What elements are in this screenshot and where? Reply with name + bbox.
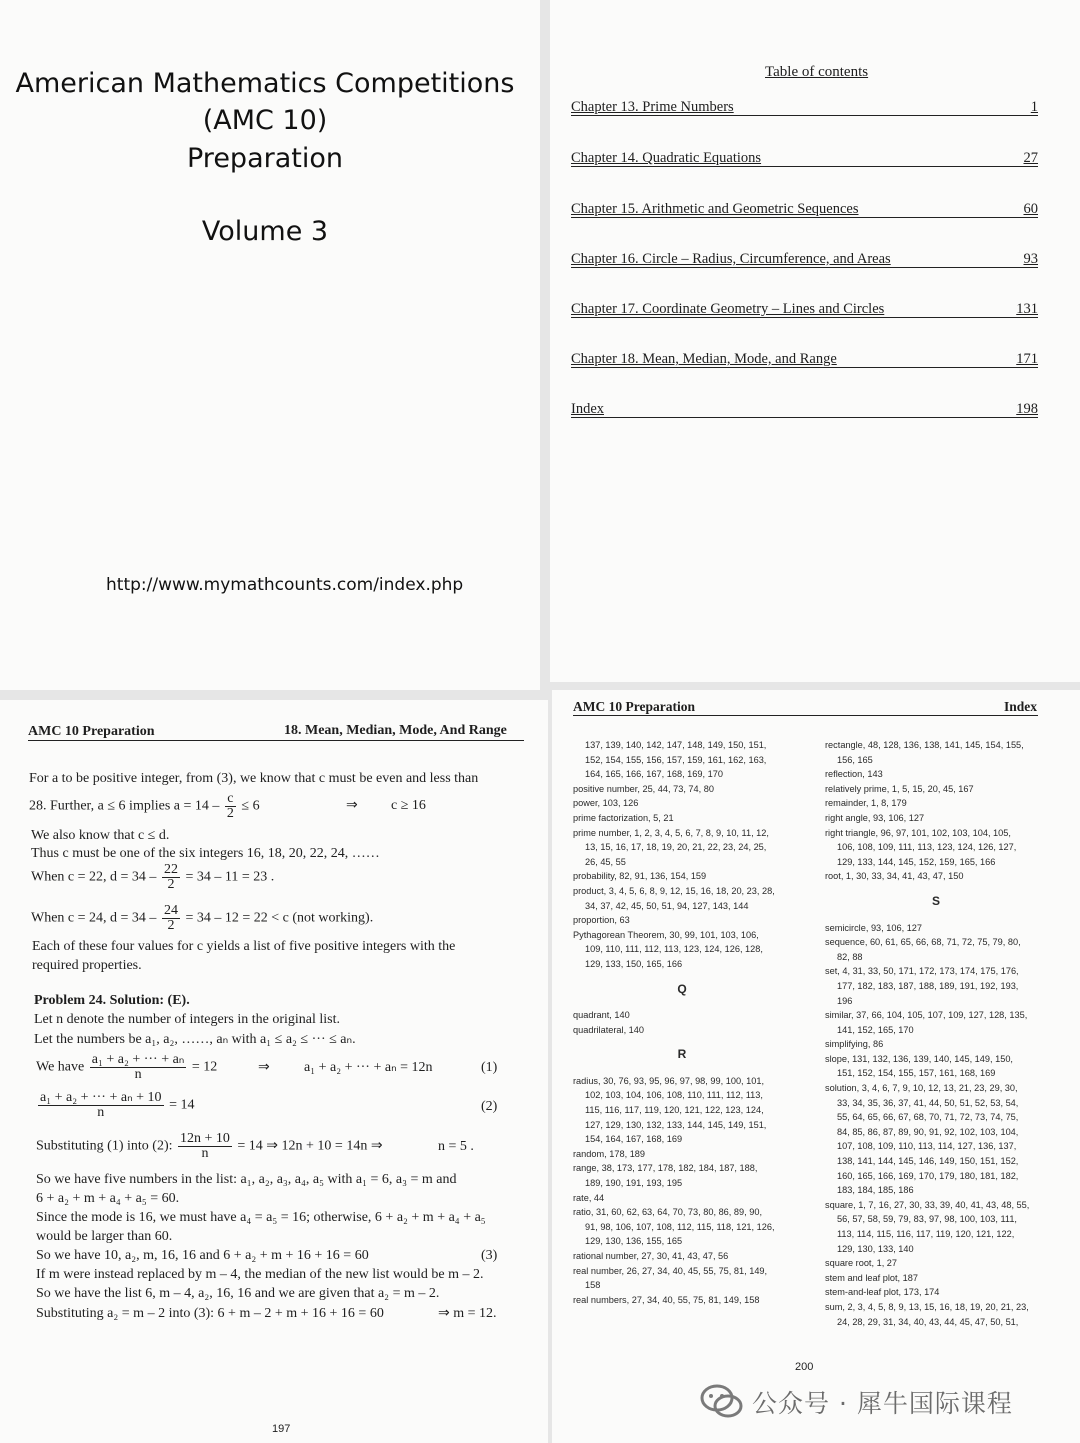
text-segment: = 34 – 11 = 23 . — [185, 869, 275, 885]
page-header-left: AMC 10 Preparation — [573, 699, 695, 714]
index-entry: prime factorization, 5, 21 — [573, 812, 674, 823]
text-line: Each of these four values for c yields a list of five positive integers with the — [32, 939, 456, 954]
text-segment: = 12 — [191, 1059, 218, 1075]
index-entry: 56, 57, 58, 59, 79, 83, 97, 98, 100, 103, 111, — [837, 1214, 1017, 1225]
index-entry: 129, 130, 136, 155, 165 — [585, 1236, 683, 1247]
index-entry: 109, 110, 111, 112, 113, 123, 124, 126, 128, — [585, 944, 763, 955]
index-entry: real number, 26, 27, 34, 40, 45, 55, 75, 81, 149, — [573, 1265, 768, 1276]
watermark — [700, 1380, 1060, 1424]
toc-entry-page: 131 — [1016, 301, 1038, 317]
numerator: a₁ + a₂ + ··· + aₙ — [91, 1052, 185, 1067]
index-entry: square root, 1, 27 — [825, 1258, 898, 1269]
text-segment: a₁ + a₂ + ··· + aₙ = 12n — [304, 1060, 433, 1075]
index-entry: 183, 184, 185, 186 — [837, 1185, 914, 1196]
index-entry: 106, 108, 109, 111, 113, 123, 124, 126, 127, — [837, 842, 1017, 853]
equation-line — [36, 1053, 217, 1082]
text-segment: When c = 24, d = 34 – — [31, 910, 157, 926]
text-line: For a to be positive integer, from (3), we know that c must be even and less than — [29, 771, 479, 786]
index-entry: ratio, 31, 60, 62, 63, 64, 70, 73, 80, 86, 89, 90, — [573, 1207, 762, 1218]
text-line: Thus c must be one of the six integers 16, 18, 20, 22, 24, …… — [31, 846, 380, 861]
toc-entry[interactable] — [571, 297, 1038, 318]
fraction — [225, 792, 236, 821]
index-entry: 82, 88 — [837, 951, 863, 962]
problem-heading: Problem 24. Solution: (E). — [34, 993, 190, 1008]
index-entry: square, 1, 7, 16, 27, 30, 33, 39, 40, 41, 43, 48, 55, — [825, 1199, 1030, 1210]
index-entry: right angle, 93, 106, 127 — [825, 812, 925, 823]
index-entry: 107, 108, 109, 110, 113, 114, 127, 136, 137, — [837, 1141, 1017, 1152]
index-entry: power, 103, 126 — [573, 798, 639, 809]
index-entry: random, 178, 189 — [573, 1148, 646, 1159]
toc-entry[interactable] — [571, 95, 1038, 116]
text-line: 6 + a₂ + m + a₄ + a₅ = 60. — [36, 1191, 180, 1206]
index-entry: 91, 98, 106, 107, 108, 112, 115, 118, 121, 126, — [585, 1221, 775, 1232]
index-letter-heading: R — [677, 1047, 687, 1062]
text-line: would be larger than 60. — [36, 1229, 173, 1244]
toc-entry-label: Chapter 13. Prime Numbers — [571, 99, 734, 115]
text-segment: When c = 22, d = 34 – — [31, 869, 157, 885]
index-entry: stem and leaf plot, 187 — [825, 1272, 918, 1283]
toc-entry-label: Chapter 18. Mean, Median, Mode, and Range — [571, 351, 837, 367]
chapter-page — [0, 700, 548, 1443]
index-entry: slope, 131, 132, 136, 139, 140, 145, 149, 150, — [825, 1053, 1013, 1064]
index-entry: 141, 152, 165, 170 — [837, 1024, 914, 1035]
index-entry: 189, 190, 191, 193, 195 — [585, 1178, 683, 1189]
text-segment: 28. Further, a ≤ 6 implies a = 14 – — [29, 798, 220, 814]
wechat-official-account-icon — [700, 1382, 744, 1422]
text-line: So we have five numbers in the list: a₁, a₂, a₃, a₄, a₅ with a₁ = 6, a₃ = m and — [36, 1172, 457, 1187]
fraction — [162, 904, 180, 933]
toc-entry-page: 60 — [1023, 201, 1038, 217]
text-line: If m were instead replaced by m – 4, the median of the new list would be m – 2. — [36, 1267, 484, 1282]
fraction — [178, 1132, 232, 1161]
index-letter-heading: S — [931, 893, 940, 908]
index-entry: rate, 44 — [573, 1192, 605, 1203]
index-entry: 138, 141, 144, 145, 146, 149, 150, 151, 152, — [837, 1156, 1019, 1167]
text-segment: c ≥ 16 — [391, 798, 426, 813]
toc-entry-page: 93 — [1023, 251, 1038, 267]
text-line: Let n denote the number of integers in the original list. — [34, 1012, 340, 1027]
numerator: c — [225, 792, 236, 807]
text-line: So we have 10, a₂, m, 16, 16 and 6 + a₂ + m + 16 + 16 = 60 — [36, 1248, 369, 1263]
index-entry: quadrilateral, 140 — [573, 1024, 644, 1035]
index-entry: relatively prime, 1, 5, 15, 20, 45, 167 — [825, 783, 974, 794]
toc-entry[interactable] — [571, 146, 1038, 167]
equation-line — [29, 792, 260, 821]
equation-line — [31, 863, 274, 892]
toc-entry-page: 171 — [1016, 351, 1038, 367]
text-segment: ≤ 6 — [241, 798, 260, 814]
numerator: 24 — [163, 903, 178, 918]
index-entry: sum, 2, 3, 4, 5, 8, 9, 13, 15, 16, 18, 19, 20, 21, 23, — [825, 1301, 1029, 1312]
text-line: required properties. — [32, 958, 142, 973]
denominator: 2 — [226, 806, 234, 821]
text-segment: = 14 ⇒ 12n + 10 = 14n ⇒ — [237, 1138, 383, 1154]
text-line: Since the mode is 16, we must have a₄ = a₅ = 16; otherwise, 6 + a₂ + m + a₄ + a₅ — [36, 1210, 486, 1225]
implies-arrow: ⇒ — [346, 798, 358, 813]
text-line: So we have the list 6, m – 4, a₂, 16, 16 and we are given that a₂ = m – 2. — [36, 1286, 440, 1301]
index-entry: 164, 165, 166, 167, 168, 169, 170 — [585, 769, 723, 780]
denominator: 2 — [167, 918, 175, 933]
cover-page — [0, 0, 540, 690]
text-line: Let the numbers be a₁, a₂, ……, aₙ with a₁ ≤ a₂ ≤ ··· ≤ aₙ. — [34, 1032, 356, 1047]
index-entry: Pythagorean Theorem, 30, 99, 101, 103, 106, — [573, 929, 759, 940]
index-entry: radius, 30, 76, 93, 95, 96, 97, 98, 99, 100, 101, — [573, 1075, 765, 1086]
toc-entry[interactable] — [571, 247, 1038, 268]
index-entry: 113, 114, 115, 116, 117, 119, 120, 121, 122, — [837, 1229, 1015, 1239]
index-entry: solution, 3, 4, 6, 7, 9, 10, 12, 13, 21, 23, 29, 30, — [825, 1083, 1018, 1094]
fraction — [38, 1091, 164, 1120]
text-line: Substituting a₂ = m – 2 into (3): 6 + m – 2 + m + 16 + 16 = 60 — [36, 1306, 384, 1321]
implies-arrow: ⇒ — [258, 1060, 270, 1075]
index-entry: right triangle, 96, 97, 101, 102, 103, 104, 105, — [825, 827, 1011, 838]
index-entry: 13, 15, 16, 17, 18, 19, 20, 21, 22, 23, 24, 25, — [585, 842, 767, 853]
page-number: 200 — [795, 1361, 814, 1373]
numerator: 12n + 10 — [180, 1131, 230, 1146]
index-entry: sequence, 60, 61, 65, 66, 68, 71, 72, 75, 79, 80, — [825, 937, 1021, 948]
index-entry: remainder, 1, 8, 179 — [825, 798, 907, 809]
index-column-right — [825, 738, 1047, 1329]
index-page — [552, 690, 1080, 1443]
index-entry: 129, 133, 144, 145, 152, 159, 165, 166 — [837, 856, 996, 867]
page-header-right: 18. Mean, Median, Mode, And Range — [284, 723, 507, 738]
toc-entry-page: 1 — [1030, 99, 1038, 115]
text-segment: = 14 — [169, 1097, 195, 1113]
index-entry: 55, 64, 65, 66, 67, 68, 70, 71, 72, 73, 74, 75, — [837, 1112, 1019, 1123]
text-line: We also know that c ≤ d. — [31, 828, 170, 843]
toc-entry-label: Chapter 14. Quadratic Equations — [571, 150, 762, 166]
index-entry: 127, 129, 130, 132, 133, 144, 145, 149, 151, — [585, 1119, 767, 1130]
equation-number: (1) — [481, 1060, 498, 1075]
index-entry: 137, 139, 140, 142, 147, 148, 149, 150, 151, — [585, 740, 767, 750]
index-entry: 129, 130, 133, 140 — [837, 1243, 914, 1254]
index-entry: 24, 28, 29, 31, 34, 40, 43, 44, 45, 47, 50, 51, — [837, 1316, 1019, 1327]
index-entry: simplifying, 86 — [825, 1039, 884, 1050]
index-entry: 34, 37, 42, 45, 50, 51, 94, 127, 143, 144 — [585, 900, 749, 911]
text-segment: = 34 – 12 = 22 < c (not working). — [185, 910, 374, 926]
toc-entry-label: Chapter 17. Coordinate Geometry – Lines and Circles — [571, 301, 885, 317]
index-entry: set, 4, 31, 33, 50, 171, 172, 173, 174, 175, 176, — [825, 966, 1019, 977]
fraction — [162, 863, 180, 892]
cover-title-line-2: (AMC 10) — [202, 105, 328, 136]
index-entry: 129, 133, 150, 165, 166 — [585, 958, 683, 969]
index-entry: 115, 116, 117, 119, 120, 121, 122, 123, 124, — [585, 1105, 764, 1116]
index-entry: 33, 34, 35, 36, 37, 41, 44, 50, 51, 52, 53, 54, — [837, 1097, 1019, 1108]
index-entry: similar, 37, 66, 104, 105, 107, 109, 127, 128, 135, — [825, 1010, 1028, 1021]
toc-entry-page: 198 — [1016, 401, 1038, 417]
toc-entry[interactable] — [571, 347, 1038, 368]
cover-volume: Volume 3 — [201, 216, 329, 247]
fraction — [90, 1053, 187, 1082]
index-entry: range, 38, 173, 177, 178, 182, 184, 187, 188, — [573, 1163, 758, 1174]
toc-entry-label: Index — [571, 401, 605, 417]
index-entry: reflection, 143 — [825, 769, 883, 780]
toc-heading: Table of contents — [765, 64, 869, 80]
numerator: 22 — [163, 862, 178, 877]
toc-entry[interactable] — [571, 397, 1038, 418]
index-entry: root, 1, 30, 33, 34, 41, 43, 47, 150 — [825, 871, 964, 882]
watermark-text: 公众号 · 犀牛国际课程 — [752, 1389, 1013, 1418]
text-segment: Substituting (1) into (2): — [36, 1138, 173, 1154]
equation-number: (3) — [481, 1248, 498, 1263]
index-entry: 102, 103, 104, 106, 108, 110, 111, 112, 113, — [585, 1090, 763, 1101]
index-entry: 154, 164, 167, 168, 169 — [585, 1134, 683, 1145]
text-segment: n = 5 . — [438, 1139, 474, 1154]
index-entry: 196 — [837, 995, 853, 1006]
toc-entry[interactable] — [571, 197, 1038, 218]
denominator: n — [134, 1067, 142, 1082]
page-header-left: AMC 10 Preparation — [28, 724, 155, 739]
toc-entry-label: Chapter 15. Arithmetic and Geometric Sequences — [571, 201, 859, 217]
index-entry: probability, 82, 91, 136, 154, 159 — [573, 871, 707, 882]
numerator: a₁ + a₂ + ··· + aₙ + 10 — [40, 1090, 162, 1105]
index-entry: rectangle, 48, 128, 136, 138, 141, 145, 154, 155, — [825, 740, 1024, 750]
equation-line — [36, 1132, 383, 1161]
index-entry: 152, 154, 155, 156, 157, 159, 161, 162, 163, — [585, 754, 767, 765]
toc-entry-page: 27 — [1023, 150, 1038, 166]
text-segment: ⇒ m = 12. — [438, 1306, 497, 1321]
index-entry: prime number, 1, 2, 3, 4, 5, 6, 7, 8, 9, 10, 11, 12, — [573, 827, 769, 838]
index-column-left — [573, 738, 791, 1307]
denominator: n — [201, 1146, 209, 1161]
equation-number: (2) — [481, 1099, 498, 1114]
index-entry: proportion, 63 — [573, 915, 630, 926]
cover-url: http://www.mymathcounts.com/index.php — [106, 575, 464, 595]
index-entry: 160, 165, 166, 169, 170, 179, 180, 181, 182, — [837, 1170, 1019, 1181]
index-letter-heading: Q — [677, 981, 687, 996]
index-entry: product, 3, 4, 5, 6, 8, 9, 12, 15, 16, 18, 20, 23, 28, — [573, 885, 775, 896]
text-segment: We have — [36, 1059, 85, 1075]
index-entry: stem-and-leaf plot, 173, 174 — [825, 1287, 940, 1298]
toc-entry-label: Chapter 16. Circle – Radius, Circumference, and Areas — [571, 251, 891, 267]
toc-page — [550, 0, 1080, 682]
index-entry: 26, 45, 55 — [585, 856, 626, 867]
denominator: n — [97, 1105, 105, 1120]
index-entry: 156, 165 — [837, 754, 873, 765]
index-entry: rational number, 27, 30, 41, 43, 47, 56 — [573, 1251, 729, 1261]
index-entry: 84, 85, 86, 87, 89, 90, 91, 92, 102, 103, 104, — [837, 1126, 1019, 1137]
index-entry: 177, 182, 183, 187, 188, 189, 191, 192, 193, — [837, 980, 1019, 991]
index-entry: semicircle, 93, 106, 127 — [825, 922, 923, 933]
index-entry: 151, 152, 154, 155, 157, 161, 168, 169 — [837, 1068, 996, 1079]
index-entry: real numbers, 27, 34, 40, 55, 75, 81, 149, 158 — [573, 1294, 760, 1305]
header-rule — [573, 715, 1038, 716]
equation-line — [31, 904, 373, 933]
page-header-right: Index — [1004, 699, 1038, 714]
index-entry: positive number, 25, 44, 73, 74, 80 — [573, 783, 714, 794]
page-number: 197 — [272, 1423, 291, 1435]
cover-title-line-3: Preparation — [187, 143, 343, 174]
denominator: 2 — [167, 877, 175, 892]
cover-title-line-1: American Mathematics Competitions — [15, 68, 515, 99]
index-entry: 158 — [585, 1280, 601, 1291]
header-rule — [28, 740, 524, 741]
equation-line — [36, 1091, 194, 1120]
index-entry: quadrant, 140 — [573, 1010, 630, 1021]
